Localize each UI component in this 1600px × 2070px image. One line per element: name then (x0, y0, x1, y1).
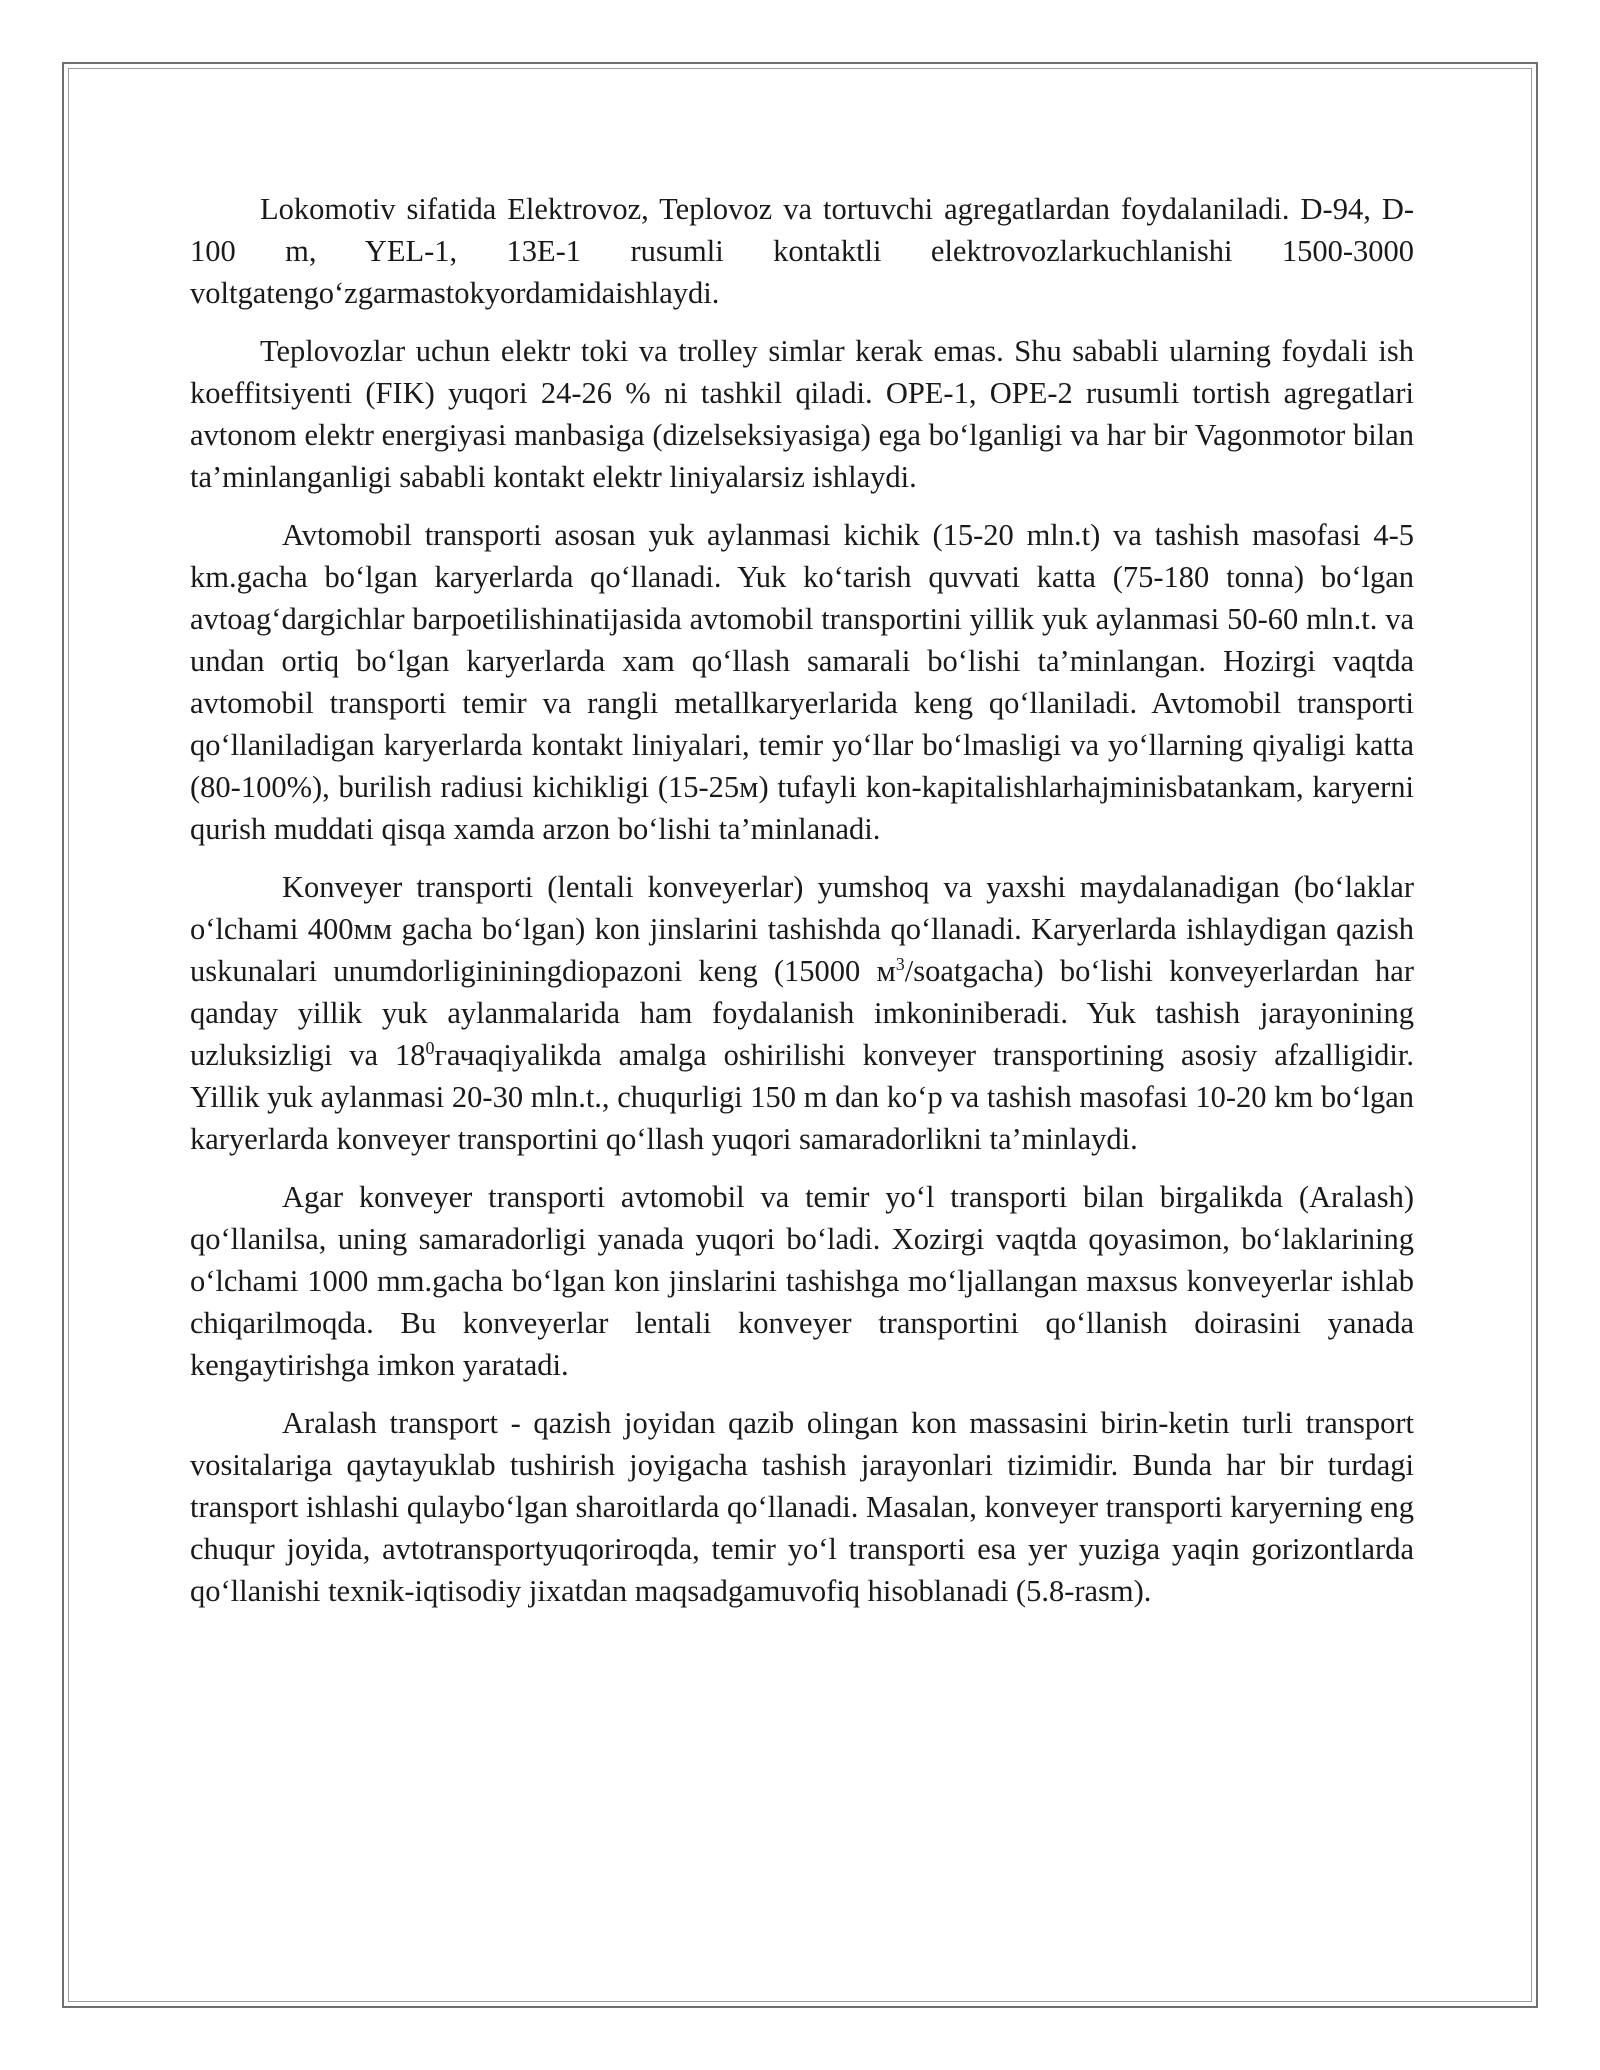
paragraph-conveyor-transport (190, 866, 1414, 1160)
paragraph-diesel-locomotives (190, 330, 1414, 498)
superscript: 3 (895, 953, 905, 974)
superscript: 0 (425, 1037, 435, 1058)
paragraph-locomotives (190, 188, 1414, 314)
paragraph-text: Agar konveyer transporti avtomobil va temir yo‘l transporti bilan birgalikda (Aralash) qo‘llanilsa, uning samaradorligi yanada yuqori bo‘ladi. Xozirgi vaqtda qoyasimon, bo‘laklarining o‘lchami 1000 mm.gacha bo‘lgan kon jinslarini tashishga mo‘ljallangan maxsus konveyerlar ishlab chiqarilmoqda. Bu konveyerlar lentali konveyer transportini qo‘llanish doirasini yanada kengaytirishga imkon yaratadi. (190, 1180, 1414, 1382)
paragraph-text: Avtomobil transporti asosan yuk aylanmasi kichik (15-20 mln.t) va tashish masofasi 4-5 km.gacha bo‘lgan karyerlarda qo‘llanadi. Yuk ko‘tarish quvvati katta (75-180 tonna) bo‘lgan avtoag‘dargichlar barpoetilishinatijasida avtomobil transportini yillik yuk aylanmasi 50-60 mln.t. va undan ortiq bo‘lgan karyerlarda xam qo‘llash samarali bo‘lishi ta’minlangan. Hozirgi vaqtda avtomobil transporti temir va rangli metallkaryerlarida keng qo‘llaniladi. Avtomobil transporti qo‘llaniladigan karyerlarda kontakt liniyalari, temir yo‘llar bo‘lmasligi va yo‘llarning qiyaligi katta (80-100%), burilish radiusi kichikligi (15-25м) tufayli kon-kapitalishlarhajminisbatankam, karyerni qurish muddati qisqa xamda arzon bo‘lishi ta’minlanadi. (190, 518, 1414, 846)
paragraph-automobile-transport (190, 514, 1414, 850)
paragraph-text: Lokomotiv sifatida Elektrovoz, Teplovoz va tortuvchi agregatlardan foydalaniladi. D-94, D-100 m, YEL-1, 13E-1 rusumli kontaktli elektrovozlarkuchlanishi 1500-3000 voltgatengo‘zgarmastokyordamidaishlaydi. (190, 192, 1414, 310)
paragraph-text: Konveyer transporti (lentali konveyerlar) yumshoq va yaxshi maydalanadigan (bo‘laklar o‘lchami 400мм gacha bo‘lgan) kon jinslarini tashishda qo‘llanadi. Karyerlarda ishlaydigan qazish uskunalari unumdorligininingdiopazoni keng (15000 м (190, 870, 1414, 988)
paragraph-text: Teplovozlar uchun elektr toki va trolley simlar kerak emas. Shu sababli ularning foydali ish koeffitsiyenti (FIK) yuqori 24-26 % ni tashkil qiladi. OPE-1, OPE-2 rusumli tortish agregatlari avtonom elektr energiyasi manbasiga (dizelseksiyasiga) ega bo‘lganligi va har bir Vagonmotor bilan ta’minlanganligi sababli kontakt elektr liniyalarsiz ishlaydi. (190, 334, 1414, 494)
paragraph-text: гачаqiyalikda amalga oshirilishi konveyer transportining asosiy afzalligidir. Yillik yuk aylanmasi 20-30 mln.t., chuqurligi 150 m dan ko‘p va tashish masofasi 10-20 km bo‘lgan karyerlarda konveyer transportini qo‘llash yuqori samaradorlikni ta’minlaydi. (190, 1038, 1414, 1156)
paragraph-text: Aralash transport - qazish joyidan qazib olingan kon massasini birin-ketin turli transport vositalariga qaytayuklab tushirish joyigacha tashish jarayonlari tizimidir. Bunda har bir turdagi transport ishlashi qulaybo‘lgan sharoitlarda qo‘llanadi. Masalan, konveyer transporti karyerning eng chuqur joyida, avtotransportyuqoriroqda, temir yo‘l transporti esa yer yuziga yaqin gorizontlarda qo‘llanishi texnik-iqtisodiy jixatdan maqsadgamuvofiq hisoblanadi (5.8-rasm). (190, 1406, 1414, 1608)
paragraph-mixed-transport (190, 1402, 1414, 1612)
paragraph-combined-conveyor (190, 1176, 1414, 1386)
document-body (190, 188, 1414, 1628)
paragraph-text: /soatgacha) bo‘lishi konveyerlardan har qanday yillik yuk aylanmalarida ham foydalanish imkoniniberadi. Yuk tashish jarayonining uzluksizligi va 18 (190, 954, 1414, 1072)
